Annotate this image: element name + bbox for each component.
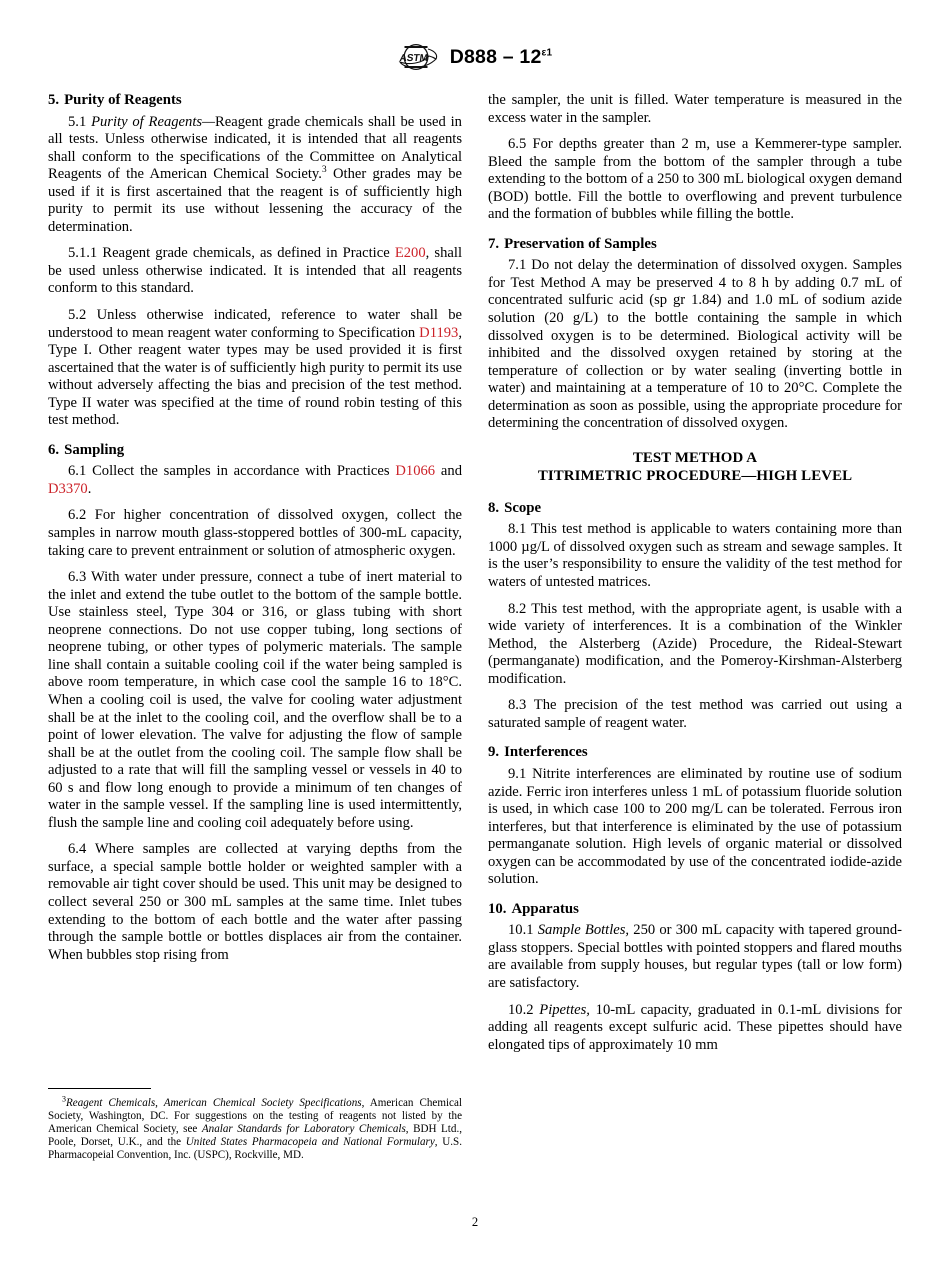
paragraph-10-2-italic-lead: Pipettes, (539, 1001, 590, 1018)
footnote-3-text-2: , BDH Ltd., Poole, Dorset, U.K., and the (48, 1123, 462, 1149)
designation-text: D888 – 12 (449, 45, 542, 68)
footnote-3-text-3: , U.S. Pharmacopeial Convention, Inc. (USPC), Rockville, MD. (48, 1136, 462, 1162)
paragraph-10-2-number: 10.2 (508, 1001, 534, 1018)
test-method-heading-line2: TITRIMETRIC PROCEDURE—HIGH LEVEL (537, 468, 853, 485)
paragraph-6-4-number: 6.4 (68, 841, 87, 858)
section-7-number: 7. (488, 235, 500, 252)
paragraph-6-4-continuation-text: the sampler, the unit is filled. Water temperature is measured in the excess water in the sampler. (488, 92, 902, 126)
section-heading-6 (48, 442, 462, 460)
paragraph-5-2-text-b: , Type I. Other reagent water types may be used provided it is first ascertained that the water is of sufficiently high purity to permit its use without adversely affecting the bias and precision of the test method. Type II water was specified at the time of round robin testing of this test method. (48, 324, 462, 429)
paragraph-6-1-number: 6.1 (68, 463, 87, 480)
paragraph-8-3-text: The precision of the test method was carried out using a saturated sample of reagent water. (488, 697, 902, 731)
reference-link-d3370[interactable]: D3370 (48, 480, 88, 497)
paragraph-5-1-italic-lead: Purity of Reagents— (91, 113, 216, 130)
reference-link-d1066[interactable]: D1066 (395, 463, 436, 480)
paragraph-6-5-text: For depths greater than 2 m, use a Kemmerer-type sampler. Bleed the sample from the bottom of the sampler through a tube extending to the bottom of a 250 to 300 mL biological oxygen demand (BOD) bottle. Fill the bottle to overflowing and prevent turbulence and the formation of bubbles while filling the bottle. (488, 136, 902, 223)
paragraph-7-1-text: Do not delay the determination of dissolved oxygen. Samples for Test Method A may be preserved 4 to 8 h by adding 0.7 mL of concentrated sulfuric acid (sp gr 1.84) and 1.0 mL of sodium azide solution (20 g/L) to the bottle containing the sample in which dissolved oxygen is to be determined. Biological activity will be inhibited and the dissolved oxygen retained by storing at the temperature of collection or by water sealing (inverting bottle in water) and maintaining at a temperature of 10 to 20°C. Complete the determination as soon as possible, using the appropriate procedure for determining the concentration of dissolved oxygen. (488, 257, 902, 432)
reference-link-e200[interactable]: E200 (394, 245, 426, 262)
footnote-3-italic-2: Analar Standards for Laboratory Chemicals (201, 1123, 406, 1136)
paragraph-8-2-number: 8.2 (508, 600, 527, 617)
paragraph-5-1-number: 5.1 (68, 113, 87, 130)
section-heading-8 (488, 500, 902, 518)
paragraph-5-2 (48, 307, 462, 430)
paragraph-9-1-text: Nitrite interferences are eliminated by routine use of sodium azide. Ferric iron interferes unless 1 mL of potassium fluoride solution is used, in which case 100 to 200 mg/L can be tolerated. Ferrous iron interferes, but that interference is eliminated by the use of potassium permanganate solution. High levels of organic material or dissolved oxygen can be accommodated by use of the concentrated iodide-azide solution. (488, 765, 902, 888)
footnote-block (48, 1088, 462, 1162)
section-10-title: Apparatus (511, 900, 579, 917)
paragraph-6-3 (48, 569, 462, 832)
paragraph-6-4 (48, 841, 462, 964)
footnote-3-mark: 3 (62, 1094, 66, 1104)
paragraph-8-2 (488, 601, 902, 689)
section-heading-5 (48, 92, 462, 110)
section-heading-7 (488, 236, 902, 254)
paragraph-6-1 (48, 463, 462, 498)
paragraph-5-2-number: 5.2 (68, 307, 87, 324)
section-8-number: 8. (488, 499, 500, 516)
paragraph-10-2 (488, 1002, 902, 1055)
paragraph-5-1-text: Reagent grade chemicals shall be used in all tests. Unless otherwise indicated, it is intended that all reagents shall conform to the specifications of the Committee on Analytical Reagents of the American Chemical Society. (48, 113, 462, 183)
left-column (48, 92, 462, 973)
paragraph-9-1 (488, 766, 902, 889)
paragraph-10-1-number: 10.1 (508, 922, 534, 939)
paragraph-6-5 (488, 136, 902, 224)
paragraph-6-2-number: 6.2 (68, 507, 87, 524)
test-method-heading (488, 449, 902, 486)
paragraph-7-1-number: 7.1 (508, 257, 527, 274)
footnote-3-text-1: , American Chemical Society, Washington, DC. For suggestions on the testing of reagents not listed by the American Chemical Society, see (48, 1097, 462, 1136)
paragraph-10-1-italic-lead: Sample Bottles, (537, 922, 630, 939)
svg-text:ASTM: ASTM (398, 53, 429, 64)
section-heading-9 (488, 744, 902, 762)
page-header (0, 42, 950, 72)
paragraph-8-1-number: 8.1 (508, 521, 527, 538)
document-designation (450, 46, 553, 69)
section-heading-10 (488, 901, 902, 919)
section-6-number: 6. (48, 441, 60, 458)
section-10-number: 10. (488, 900, 507, 917)
paragraph-5-1-text-cont: Other grades may be used if it is first ascertained that the reagent is of sufficiently high purity to permit its use without lessening the accuracy of the determination. (48, 166, 462, 235)
paragraph-6-3-text: With water under pressure, connect a tube of inert material to the inlet and extend the tube outlet to the bottom of the sample bottle. Use stainless steel, Type 304 or 316, or glass tubing with short neoprene connections. Do not use copper tubing, long sections of neoprene tubing, or other types of polymeric materials. The sample line shall contain a suitable cooling coil if the water being sampled is above room temperature, in which case cool the sample 16 to 18°C. When a cooling coil is used, the valve for cooling water adjustment shall be at the inlet to the cooling coil, and the overflow shall be to a point of lower elevation. The valve for adjusting the flow of sample shall be at the outlet from the cooling coil. The sample flow shall be adjusted to a rate that will fill the sampling vessel or vessels in 40 to 60 s and flow long enough to provide a minimum of ten changes of water in the sample vessel. If the sampling line is used intermittently, flush the sample line and cooling coil adequately before using. (48, 569, 462, 831)
paragraph-6-1-text-a: Collect the samples in accordance with Practices (92, 463, 396, 480)
paragraph-6-1-text-c: . (87, 480, 92, 497)
paragraph-6-2-text: For higher concentration of dissolved oxygen, collect the samples in narrow mouth glass-stoppered bottles of 300-mL capacity, taking care to prevent entrainment or solution of atmospheric oxygen. (48, 507, 462, 559)
section-6-title: Sampling (64, 441, 125, 458)
paragraph-10-1 (488, 922, 902, 992)
paragraph-10-2-text: 10-mL capacity, graduated in 0.1-mL divisions for adding all reagents except sulfuric acid. These pipettes should have elongated tips of approximately 10 mm (488, 1001, 902, 1053)
paragraph-5-1-1 (48, 245, 462, 298)
footnote-3-italic-3: United States Pharmacopeia and National Formulary (185, 1136, 435, 1149)
section-8-title: Scope (504, 499, 542, 516)
paragraph-6-5-number: 6.5 (508, 136, 527, 153)
paragraph-6-2 (48, 507, 462, 560)
paragraph-6-1-text-b: and (435, 463, 462, 480)
designation-superscript: ε1 (541, 47, 553, 58)
reference-link-d1193[interactable]: D1193 (419, 324, 459, 341)
paragraph-8-3-number: 8.3 (508, 697, 527, 714)
paragraph-8-2-text: This test method, with the appropriate agent, is usable with a wide variety of interferences. It is a combination of the Winkler Method, the Alsterberg (Azide) Procedure, the Rideal-Stewart (permanganate) modification, and the Pomeroy-Kirshman-Alsterberg modification. (488, 600, 902, 687)
section-9-title: Interferences (504, 744, 588, 761)
paragraph-8-1-text: This test method is applicable to waters containing more than 1000 µg/L of dissolved oxygen such as stream and sewage samples. It is the user’s responsibility to ensure the validity of the test method for waters of untested matrices. (488, 521, 902, 591)
paragraph-8-1 (488, 521, 902, 591)
footnote-3-italic-1: Reagent Chemicals, American Chemical Society Specifications (66, 1097, 362, 1109)
section-5-number: 5. (48, 92, 60, 108)
test-method-heading-line1: TEST METHOD A (632, 449, 758, 466)
paragraph-5-1-1-text-a: Reagent grade chemicals, as defined in Practice (102, 245, 395, 262)
section-7-title: Preservation of Samples (504, 235, 657, 252)
right-column (488, 92, 902, 1063)
paragraph-5-2-text-a: Unless otherwise indicated, reference to water shall be understood to mean reagent water conforming to Specification (48, 307, 463, 341)
paragraph-5-1-1-number: 5.1.1 (68, 245, 98, 262)
paragraph-8-3 (488, 697, 902, 732)
paragraph-6-4-text: Where samples are collected at varying depths from the surface, a special sample bottle holder or weighted sampler with a removable air tight cover should be used. This unit may be designed to collect several 250 or 300 mL samples at the same time. Inlet tubes extending to the bottom of each bottle and the water after passing through the sample bottle or bottles displaces air from the container. When bubbles stop rising from (48, 841, 462, 963)
paragraph-5-1-1-text-b: , shall be used unless otherwise indicated. It is intended that all reagents conform to this standard. (48, 245, 462, 297)
paragraph-9-1-number: 9.1 (508, 765, 527, 782)
paragraph-6-3-number: 6.3 (68, 569, 87, 586)
section-9-number: 9. (488, 744, 500, 761)
footnote-3 (48, 1094, 462, 1162)
paragraph-5-1 (48, 114, 462, 237)
footnote-separator-rule (48, 1088, 151, 1089)
page-number: 2 (471, 1215, 479, 1229)
paragraph-10-1-text: 250 or 300 mL capacity with tapered ground-glass stoppers. Special bottles with pointed stoppers and flared mouths are available from supply houses, but regular types (tall or low form) are satisfactory. (488, 922, 902, 991)
paragraph-6-4-continuation (488, 92, 902, 127)
section-5-title: Purity of Reagents (64, 92, 182, 108)
astm-logo-icon (398, 42, 440, 72)
paragraph-7-1 (488, 257, 902, 432)
footnote-marker-3: 3 (321, 164, 327, 176)
